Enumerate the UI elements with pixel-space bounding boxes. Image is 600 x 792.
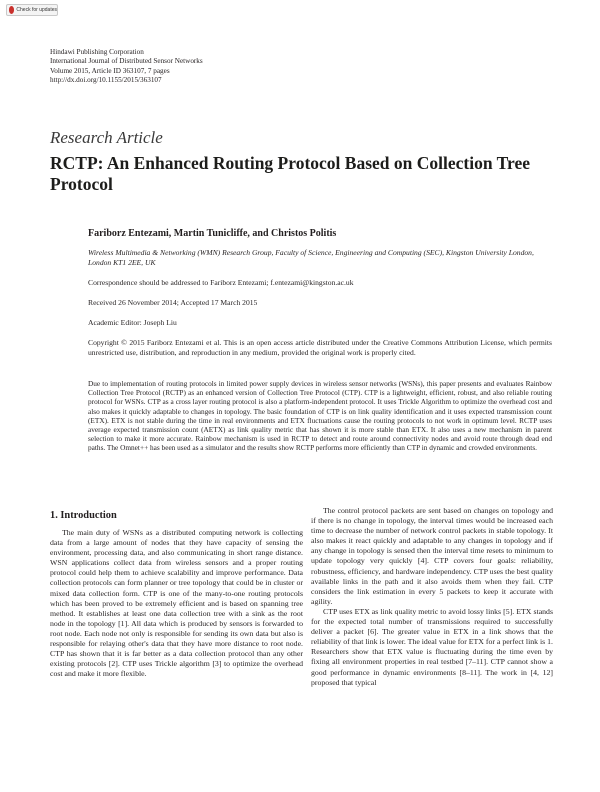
journal-info	[50, 48, 203, 86]
intro-paragraph: CTP uses ETX as link quality metric to avoid lossy links [5]. ETX stands for the expected total number of transmissions required to successfully deliver a packet [6]. The greater value in ETX in a link shows that the reliability of that link is lower. The ideal value for ETX for a perfect link is 1. Researchers show that ETX value is fluctuating during the time even by fixing all environment properties in real testbed [7–11]. CTP cannot show a good performance in dynamic environments [8–11]. The work in [4, 12] proposed that typical	[311, 606, 553, 687]
intro-left-column	[50, 528, 303, 679]
intro-paragraph: The control protocol packets are sent based on changes on topology and if there is no change in topology, the interval times would be increased each time to decrease the number of network control packets in stable topology. It also makes it react quickly and adaptable to any changes in topology and if any change in topology is sensed then the interval time resets to minimum to update topology very quickly [4]. CTP covers four goals: reliability, robustness, efficiency, and hardware independency. CTP uses the best quality available links in the path and it also avoids them when they fail. CTP considers the link estimation in every 5 packets to keep it accurate with agility.	[311, 506, 553, 606]
section-heading-introduction: 1. Introduction	[50, 510, 117, 521]
affiliation: Wireless Multimedia & Networking (WMN) Research Group, Faculty of Science, Engineering and Computing (SEC), Kingston University London, London KT1 2EE, UK	[88, 248, 534, 267]
doi-link[interactable]: http://dx.doi.org/10.1155/2015/363107	[50, 76, 162, 85]
paper-title: RCTP: An Enhanced Routing Protocol Based on Collection Tree Protocol	[50, 153, 530, 194]
intro-paragraph: The main duty of WSNs as a distributed computing network is collecting data from a large amount of nodes that they have capacity of sensing the environment, processing data, and also communicating in short range distance. WSN applications collect data from wireless sensors and a proper routing protocol could help them to achieve scalability and improve performance. Data collection protocols can form planner or tree topology that could be in cluster or mixed data collection form. CTP is one of the many-to-one routing protocols which has been proved to be extremely efficient and is based on spanning tree method. It establishes at least one data collection tree with a sink as the root node in the topology [1]. All data which is produced by sensors is forwarded to root node. Each node not only is responsible for sending its own data but also is responsible for relaying other's data that they have more distance to root node. CTP has shown that it is far better as a data collection protocol than any other existing protocols [2]. CTP uses Trickle algorithm [3] to optimize the overhead cost and make it more flexible.	[50, 528, 303, 679]
abstract: Due to implementation of routing protocols in limited power supply devices in wireless sensor networks (WSNs), this paper presents and evaluates Rainbow Collection Tree Protocol (RCTP) as an enhanced version of Collection Tree Protocol (CTP). CTP is a lightweight, efficient, robust, and also reliable routing protocol for WSNs. CTP as a cross layer routing protocol is also a platform-independent protocol. It uses Trickle Algorithm to optimize the overhead cost and also makes it quickly adaptable to changes in topology. The basic foundation of CTP is on link quality identification and it uses expected transmission count (ETX). ETX is not stable during the time in real environments and ETX fluctuations cause the routing protocols to not work in optimum level. RCTP uses average expected transmission count (AETX) as link quality metric that has shown it is more stable than ETX. It also uses a new mechanism in parent selection to make it more accurate. Rainbow mechanism is used in RCTP to detect and route around connectivity nodes and avoid route through dead end paths. The Omnet++ has been used as a simulator and the results show RCTP performs more efficiently than CTP in dynamic and crowded environments.	[88, 379, 552, 453]
received-accepted-dates: Received 26 November 2014; Accepted 17 March 2015	[88, 298, 258, 307]
authors: Fariborz Entezami, Martin Tunicliffe, and Christos Politis	[88, 228, 337, 239]
article-type: Research Article	[50, 128, 163, 147]
volume-line: Volume 2015, Article ID 363107, 7 pages	[50, 66, 170, 75]
update-check-icon	[9, 6, 14, 14]
publisher: Hindawi Publishing Corporation	[50, 48, 144, 56]
badge-label: Check for updates	[16, 7, 57, 13]
journal-name: International Journal of Distributed Sensor Networks	[50, 57, 203, 66]
academic-editor: Academic Editor: Joseph Liu	[88, 318, 177, 327]
check-for-updates-badge[interactable]	[6, 4, 58, 16]
intro-right-column	[311, 506, 553, 688]
correspondence: Correspondence should be addressed to Fariborz Entezami; f.entezami@kingston.ac.uk	[88, 278, 354, 287]
copyright-notice: Copyright © 2015 Fariborz Entezami et al. This is an open access article distributed under the Creative Commons Attribution License, which permits unrestricted use, distribution, and reproduction in any medium, provided the original work is properly cited.	[88, 338, 552, 357]
